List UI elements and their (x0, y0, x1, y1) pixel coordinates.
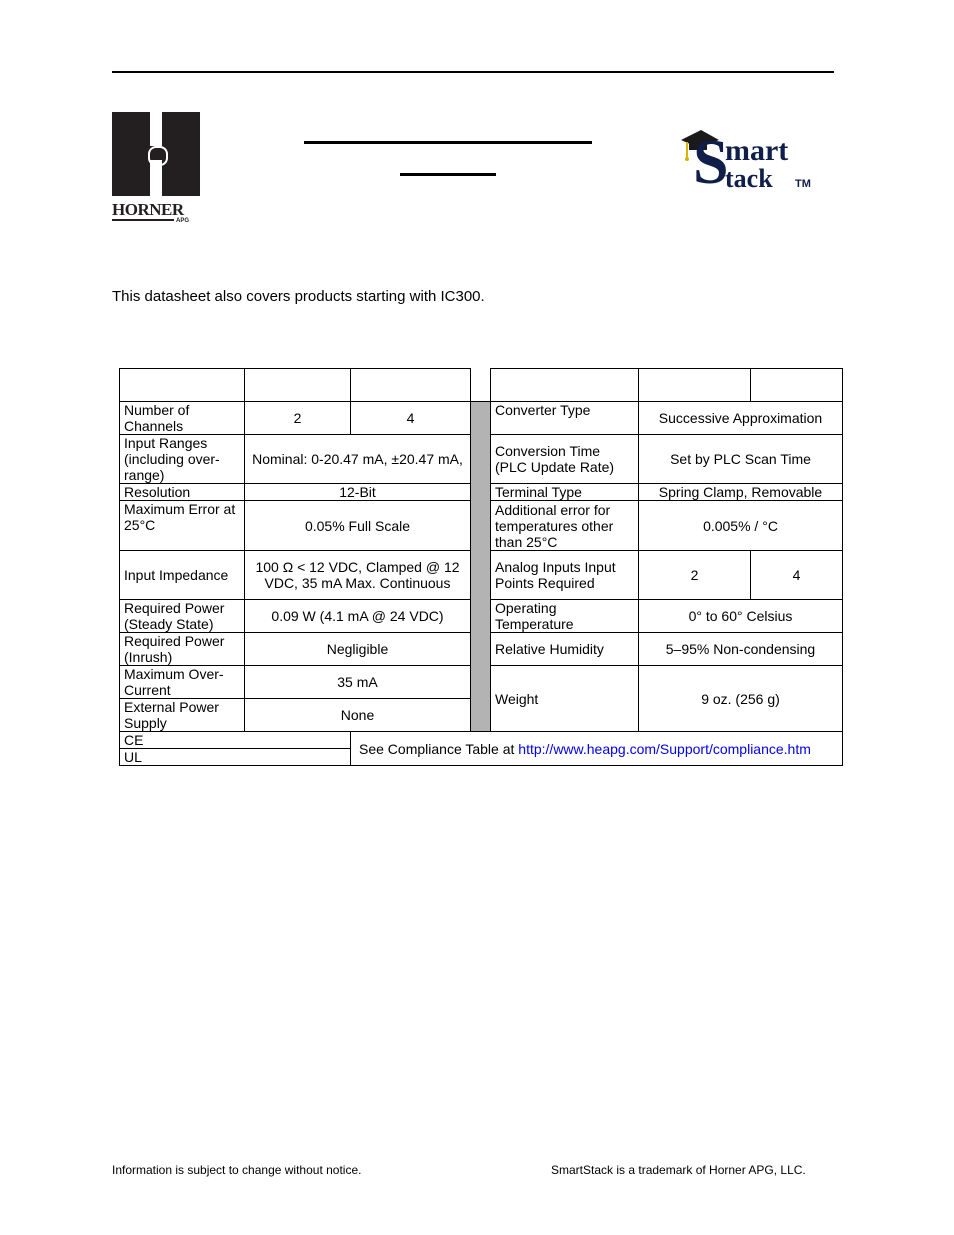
spec-value: 0.09 W (4.1 mA @ 24 VDC) (245, 600, 471, 633)
spec-label: Additional error for temperatures other than 25°C (491, 501, 639, 551)
spec-value: 0.05% Full Scale (245, 501, 471, 551)
spec-table (119, 368, 843, 766)
spec-label: Resolution (120, 484, 245, 501)
spec-value: 100 Ω < 12 VDC, Clamped @ 12 VDC, 35 mA Max. Continuous (245, 551, 471, 600)
compliance-text: See Compliance Table at (359, 740, 519, 757)
smartstack-s: S (693, 126, 729, 197)
intro-text: This datasheet also covers products starting with IC300. (112, 288, 485, 305)
spec-label: Terminal Type (491, 484, 639, 501)
subtitle-rule (400, 173, 496, 176)
spec-value: 4 (751, 551, 843, 600)
spec-value: Spring Clamp, Removable (639, 484, 843, 501)
spec-value: Set by PLC Scan Time (639, 435, 843, 484)
spec-value: 35 mA (245, 666, 471, 699)
spec-label: Required Power (Inrush) (120, 633, 245, 666)
horner-logo (112, 112, 200, 228)
spec-label: Maximum Error at 25°C (120, 501, 245, 551)
compliance-link[interactable]: http://www.heapg.com/Support/compliance.htm (518, 740, 811, 757)
table-row (120, 484, 843, 501)
spec-label: External Power Supply (120, 699, 245, 732)
table-row (120, 551, 843, 600)
compliance-label-ul: UL (120, 749, 351, 766)
title-rule (304, 141, 592, 144)
spec-value: 5–95% Non-condensing (639, 633, 843, 666)
spec-label: Relative Humidity (491, 633, 639, 666)
table-row (120, 435, 843, 484)
smartstack-tm: TM (795, 178, 811, 190)
spec-value: Negligible (245, 633, 471, 666)
spec-label: Weight (491, 666, 639, 732)
smartstack-logo (675, 120, 835, 220)
spec-value: 0° to 60° Celsius (639, 600, 843, 633)
smartstack-mart: mart (725, 134, 789, 167)
spec-label: Maximum Over-Current (120, 666, 245, 699)
spec-value: 4 (351, 402, 471, 435)
spec-value: 0.005% / °C (639, 501, 843, 551)
spec-label: Conversion Time (PLC Update Rate) (491, 435, 639, 484)
compliance-cell (351, 732, 843, 766)
spec-label: Required Power (Steady State) (120, 600, 245, 633)
compliance-row (120, 732, 843, 749)
spec-value: Nominal: 0-20.47 mA, ±20.47 mA, (245, 435, 471, 484)
table-row (120, 666, 843, 699)
spec-value: 12-Bit (245, 484, 471, 501)
compliance-label-ce: CE (120, 732, 351, 749)
spec-label: Input Impedance (120, 551, 245, 600)
horner-apg: APG (176, 218, 190, 224)
footer-notice: Information is subject to change without notice. (112, 1163, 362, 1177)
spec-label: Number of Channels (120, 402, 245, 435)
smartstack-tack: tack (725, 164, 773, 193)
spec-label: Converter Type (491, 402, 639, 435)
table-header-row (120, 369, 843, 402)
spec-label: Analog Inputs Input Points Required (491, 551, 639, 600)
table-row (120, 501, 843, 551)
top-rule (112, 71, 834, 73)
spec-label: Input Ranges (including over-range) (120, 435, 245, 484)
spec-value: 2 (639, 551, 751, 600)
spec-label: Operating Temperature (491, 600, 639, 633)
footer-trademark: SmartStack is a trademark of Horner APG, LLC. (551, 1163, 806, 1177)
spec-value: 2 (245, 402, 351, 435)
table-row (120, 600, 843, 633)
table-row (120, 633, 843, 666)
spec-value: None (245, 699, 471, 732)
table-row (120, 402, 843, 435)
horner-brand: HORNER (112, 200, 184, 219)
spec-value: Successive Approximation (639, 402, 843, 435)
spec-value: 9 oz. (256 g) (639, 666, 843, 732)
